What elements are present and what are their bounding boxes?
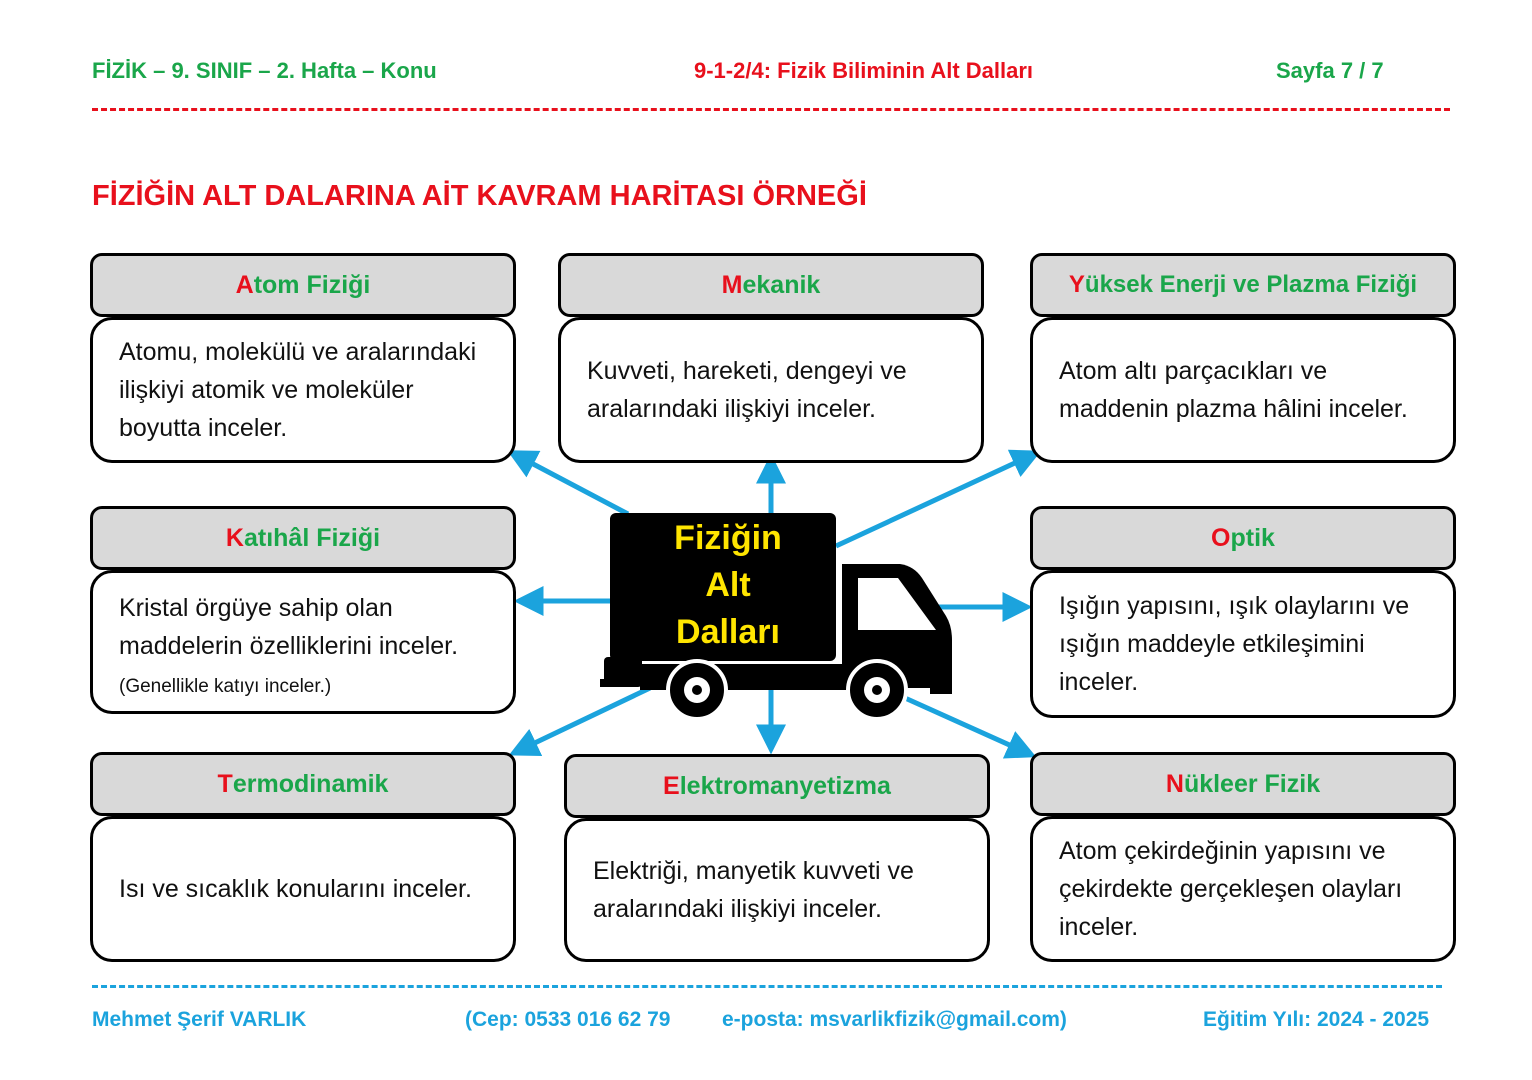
box-description: Işığın yapısını, ışık olaylarını ve ışığın maddeyle etkileşimini inceler.: [1030, 570, 1456, 718]
box-description: Elektriği, manyetik kuvveti ve aralarındaki ilişkiyi inceler.: [564, 818, 990, 962]
header-page: Sayfa 7 / 7: [1276, 58, 1384, 83]
box-mekanik: [558, 253, 984, 463]
footer-year: Eğitim Yılı: 2024 - 2025: [1203, 1008, 1430, 1031]
header-topic: 9-1-2/4: Fizik Biliminin Alt Dalları: [694, 58, 1034, 83]
box-heading: N ükleer Fizik: [1030, 752, 1456, 816]
box-katihal-fizigi: [90, 506, 516, 714]
box-elektromanyetizma: [564, 754, 990, 962]
box-heading: K atıhâl Fiziği: [90, 506, 516, 570]
footer-phone: (Cep: 0533 016 62 79: [465, 1008, 671, 1031]
arrow-nukleer: [905, 698, 1025, 752]
box-description: Atom çekirdeğinin yapısını ve çekirdekte gerçekleşen olayları inceler.: [1030, 816, 1456, 962]
header-subject: FİZİK – 9. SINIF – 2. Hafta – Konu: [92, 58, 437, 83]
box-termodinamik: [90, 752, 516, 962]
arrow-yuksek: [836, 456, 1030, 546]
box-description: Kuvveti, hareketi, dengeyi ve aralarındaki ilişkiyi inceler.: [558, 317, 984, 463]
box-heading: E lektromanyetizma: [564, 754, 990, 818]
box-description: Kristal örgüye sahip olan maddelerin özelliklerini inceler. (Genellikle katıyı inceler.): [90, 570, 516, 714]
arrow-termo: [520, 688, 650, 750]
box-heading: A tom Fiziği: [90, 253, 516, 317]
center-line-1: Fiziğin: [674, 519, 782, 557]
box-heading: M ekanik: [558, 253, 984, 317]
box-note: (Genellikle katıyı inceler.): [119, 676, 332, 697]
footer-email: e-posta: msvarlikfizik@gmail.com): [722, 1008, 1067, 1031]
center-line-2: Alt: [705, 566, 751, 604]
box-description: Isı ve sıcaklık konularını inceler.: [90, 816, 516, 962]
footer-divider: [92, 985, 1442, 988]
box-optik: [1030, 506, 1456, 718]
box-description: Atomu, molekülü ve aralarındaki ilişkiyi atomik ve moleküler boyutta inceler.: [90, 317, 516, 463]
box-heading: O ptik: [1030, 506, 1456, 570]
page-title: FİZİĞİN ALT DALARINA AİT KAVRAM HARİTASI ÖRNEĞİ: [92, 180, 867, 212]
center-line-3: Dalları: [676, 613, 780, 651]
arrow-atom: [518, 456, 628, 514]
footer-author: Mehmet Şerif VARLIK: [92, 1008, 307, 1031]
box-heading: T ermodinamik: [90, 752, 516, 816]
box-heading: Y üksek Enerji ve Plazma Fiziği: [1030, 253, 1456, 317]
box-atom-fizigi: [90, 253, 516, 463]
box-yuksek-enerji: [1030, 253, 1456, 463]
box-description: Atom altı parçacıkları ve maddenin plazma hâlini inceler.: [1030, 317, 1456, 463]
truck-icon: [600, 513, 974, 719]
box-nukleer-fizik: [1030, 752, 1456, 962]
